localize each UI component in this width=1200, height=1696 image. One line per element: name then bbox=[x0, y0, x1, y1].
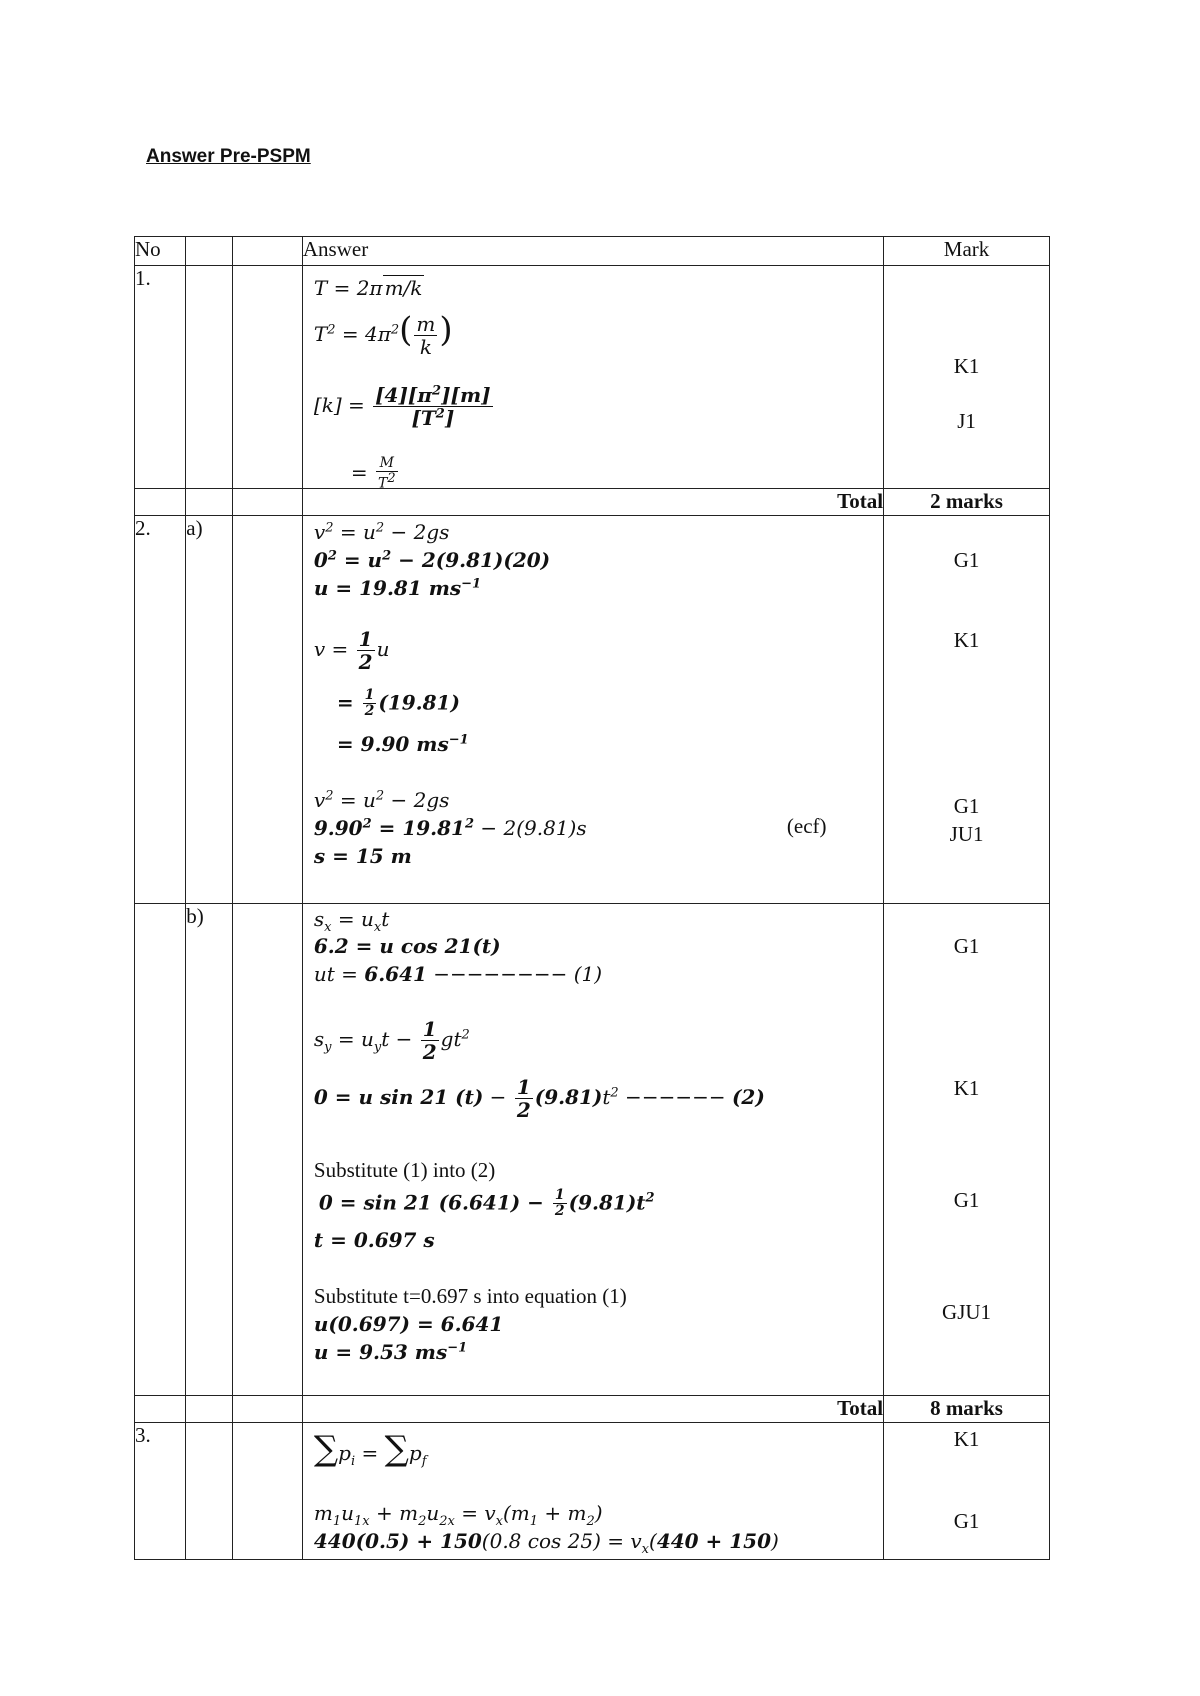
equation-line: ut = 6.641 −−−−−−−− (1) bbox=[313, 962, 603, 986]
mark-label: J1 bbox=[957, 409, 976, 433]
equation-line: = 9.90 $ms^{-1}$ bbox=[336, 732, 469, 756]
mark-column bbox=[884, 1423, 1050, 1560]
question-2b-row bbox=[135, 904, 1050, 1396]
mark-label: K1 bbox=[953, 354, 980, 378]
mark-label: JU1 bbox=[949, 822, 984, 846]
mark-column bbox=[884, 516, 1050, 904]
equation-line: T = 2π m/k bbox=[313, 276, 423, 300]
equation-line: $v^2 = u^2 - 2gs$ bbox=[313, 788, 450, 812]
question-number: 3. bbox=[135, 1423, 186, 1560]
equation-line: $0^2 = u^2 - 2(9.81)(20)$ bbox=[313, 548, 551, 572]
total-row bbox=[135, 1396, 1050, 1423]
ecf-note: (ecf) bbox=[786, 814, 827, 838]
equation-line: $\sum p_i = \sum p_f$ bbox=[313, 1429, 427, 1469]
equation-line: $s_y = u_yt$ − $\frac{1}{2}$ $gt^2$ bbox=[313, 1017, 470, 1064]
answer-working bbox=[302, 266, 883, 493]
total-label: Total bbox=[302, 1396, 883, 1423]
mark-label: G1 bbox=[953, 1188, 980, 1212]
equation-line: $m_1u_{1x} + m_2u_{2x} = v_x(m_1 + m_2)$ bbox=[313, 1501, 603, 1529]
total-marks: 2 marks bbox=[884, 489, 1050, 516]
equation-line: 0 = u sin 21 (t) − $\frac{1}{2}$ $(9.81)t^2$ −−−−−− (2) bbox=[313, 1075, 765, 1122]
mark-label: GJU1 bbox=[942, 1300, 992, 1324]
mark-label: G1 bbox=[953, 934, 980, 958]
question-number: 2. bbox=[135, 516, 186, 904]
equation-line: u = 9.53 $ms^{-1}$ bbox=[313, 1340, 468, 1364]
header-no: No bbox=[135, 237, 186, 266]
equation-line: [k] = $\frac{[4][\pi^2][m]}{[T^2]}$ bbox=[313, 383, 491, 430]
answer-table bbox=[134, 236, 1050, 1560]
total-row bbox=[135, 489, 1050, 516]
question-number: 1. bbox=[135, 266, 186, 489]
total-label: Total bbox=[302, 489, 883, 516]
equation-line: $v^2 = u^2 - 2gs$ bbox=[313, 520, 450, 544]
equation-line: 440(0.5) + 150(0.8 $\cos 25) = v_x(440 + 150)$ bbox=[313, 1529, 779, 1557]
table-header-row bbox=[135, 237, 1050, 266]
answer-working bbox=[302, 516, 883, 904]
header-answer: Answer bbox=[302, 237, 883, 266]
total-marks: 8 marks bbox=[884, 1396, 1050, 1423]
mark-label: G1 bbox=[953, 548, 980, 572]
document-title: Answer Pre-PSPM bbox=[146, 146, 311, 167]
equation-line: t = 0.697 s bbox=[313, 1228, 435, 1252]
equation-line: $T^2 = 4\pi^2$( $\frac{m}{k}$ ) bbox=[313, 310, 453, 359]
mark-label: K1 bbox=[953, 1427, 980, 1451]
answer-working bbox=[302, 904, 883, 1396]
question-1-row bbox=[135, 266, 1050, 489]
equation-line: $s_x = u_xt$ bbox=[313, 907, 390, 935]
equation-line: $9.90^2 = 19.81^2 - 2(9.81)s$ bbox=[313, 816, 587, 840]
part-label: a) bbox=[186, 516, 232, 904]
equation-line: u = 19.81 $ms^{-1}$ bbox=[313, 576, 482, 600]
mark-label: G1 bbox=[953, 794, 980, 818]
question-3-row bbox=[135, 1423, 1050, 1560]
equation-line: s = 15 m bbox=[313, 844, 412, 868]
mark-column bbox=[884, 904, 1050, 1396]
equation-line: 0 = sin 21 (6.641) − $\frac{1}{2}$ $(9.81)t^2$ bbox=[318, 1187, 655, 1220]
mark-label: G1 bbox=[953, 1509, 980, 1533]
equation-line: = $\frac{M}{T^2}$ bbox=[350, 455, 396, 493]
instruction-text: Substitute t=0.697 s into equation (1) bbox=[313, 1284, 627, 1308]
instruction-text: Substitute (1) into (2) bbox=[313, 1158, 496, 1182]
question-2a-row bbox=[135, 516, 1050, 904]
equation-line: v = $\frac{1}{2}$ u bbox=[313, 627, 390, 674]
equation-line: 6.2 = u cos 21(t) bbox=[313, 934, 501, 958]
mark-label: K1 bbox=[953, 628, 980, 652]
equation-line: = $\frac{1}{2}$ (19.81) bbox=[336, 687, 460, 720]
mark-label: K1 bbox=[953, 1076, 980, 1100]
answer-working bbox=[302, 1423, 883, 1560]
part-label: b) bbox=[186, 904, 232, 1396]
header-mark: Mark bbox=[884, 237, 1050, 266]
equation-line: u(0.697) = 6.641 bbox=[313, 1312, 504, 1336]
mark-column bbox=[884, 266, 1050, 489]
